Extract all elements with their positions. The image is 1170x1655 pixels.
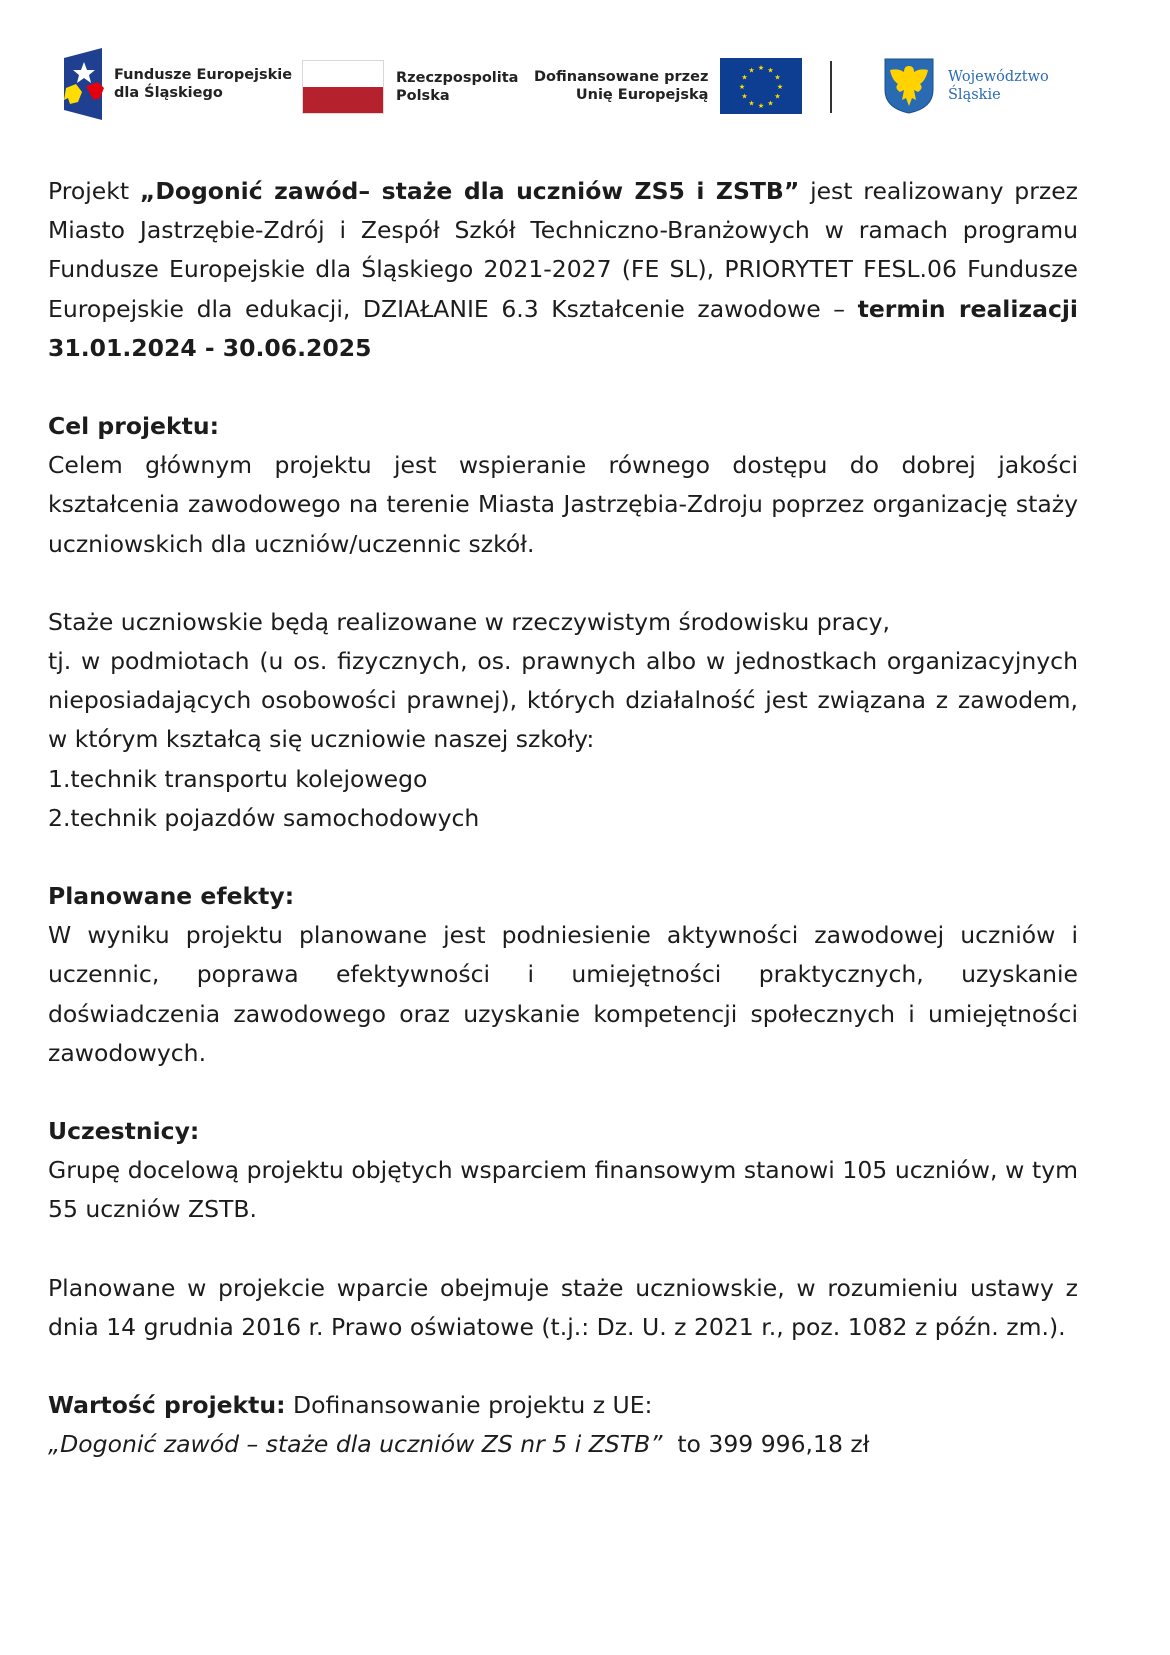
rp-logo-line2: Polska: [396, 88, 450, 104]
svg-text:★: ★: [777, 83, 784, 91]
svg-text:★: ★: [758, 64, 765, 72]
svg-text:★: ★: [767, 99, 775, 108]
rzeczpospolita-polska-logo: [302, 60, 518, 114]
support-text: Planowane w projekcie wparcie obejmuje staże uczniowskie, w rozumieniu ustawy z dnia 14 grudnia 2016 r. Prawo oświatowe (t.j.: Dz. U. z 2021 r., poz. 1082 z późn. zm.).: [48, 1273, 1078, 1341]
fe-logo-line1: Fundusze Europejskie: [114, 67, 293, 83]
logo-divider: [830, 61, 832, 113]
fe-star-icon: [64, 48, 106, 120]
svg-text:★: ★: [748, 99, 756, 108]
project-amount: to 399 996,18 zł: [662, 1430, 870, 1459]
goal-text: Celem głównym projektu jest wspieranie równego dostępu do dobrej jakości kształcenia zawodowego na terenie Miasta Jastrzębia-Zdroju poprzez organizację staży uczniowskich dla uczniów/uczennic szkół.: [48, 451, 1078, 558]
participants-heading: Uczestnicy:: [48, 1117, 200, 1146]
profession-item-2: 2.technik pojazdów samochodowych: [48, 803, 480, 832]
project-value-label: Wartość projektu:: [48, 1391, 286, 1420]
fundusze-europejskie-logo: [64, 48, 292, 120]
svg-text:★: ★: [741, 92, 749, 101]
polish-flag-icon: [302, 60, 384, 114]
effects-text: W wyniku projektu planowane jest podniesienie aktywności zawodowej uczniów i uczennic, poprawa efektywności i umiejętności praktycznych, uzyskanie doświadczenia zawodowego oraz uzyskanie kompetencji społecznych i umiejętności zawodowych.: [48, 921, 1078, 1067]
svg-text:★: ★: [774, 92, 782, 101]
project-value-line: [48, 1425, 1078, 1464]
ws-logo-line2: Śląskie: [948, 87, 1001, 103]
svg-text:★: ★: [748, 66, 756, 75]
svg-text:★: ★: [758, 102, 765, 110]
wojewodztwo-slaskie-logo: [884, 58, 1049, 114]
eu-logo-line1: Dofinansowane przez: [534, 69, 709, 85]
ws-logo-line1: Województwo: [948, 69, 1049, 85]
intro-paragraph: Projekt „Dogonić zawód– staże dla uczniów ZS5 i ZSTB” jest realizowany przez Miasto Jastrzębie-Zdrój i Zespół Szkół Techniczno-Branżowych w ramach programu Fundusze Europejskie dla Śląskiego 2021-2027 (FE SL), PRIORYTET FESL.06 Fundusze Europejskie dla edukacji, DZIAŁANIE 6.3 Kształcenie zawodowe – termin realizacji 31.01.2024 - 30.06.2025: [48, 177, 1078, 362]
eu-logo-line2: Unię Europejską: [575, 87, 709, 103]
svg-text:★: ★: [774, 73, 782, 82]
profession-item-1: 1.technik transportu kolejowego: [48, 764, 428, 793]
fe-logo-line2: dla Śląskiego: [114, 85, 223, 101]
svg-text:★: ★: [741, 73, 749, 82]
svg-text:★: ★: [767, 66, 775, 75]
project-name-italic: „Dogonić zawód – staże dla uczniów ZS nr 5 i ZSTB”: [48, 1430, 663, 1459]
project-title: „Dogonić zawód– staże dla uczniów ZS5 i ZSTB”: [139, 177, 800, 205]
project-document: [48, 172, 1078, 1464]
effects-heading: Planowane efekty:: [48, 882, 295, 911]
eu-cofinanced-logo: [534, 58, 802, 114]
logo-strip: [0, 0, 1170, 150]
internships-text: tj. w podmiotach (u os. fizycznych, os. prawnych albo w jednostkach organizacyjnych nieposiadających osobowości prawnej), których działalność jest związana z zawodem, w którym kształcą się uczniowie naszej szkoły:: [48, 647, 1078, 754]
rp-logo-line1: Rzeczpospolita: [396, 70, 519, 86]
silesian-eagle-shield-icon: [884, 58, 934, 114]
project-value: Wartość projektu: Dofinansowanie projektu z UE:: [48, 1391, 653, 1420]
participants-text: Grupę docelową projektu objętych wsparciem finansowym stanowi 105 uczniów, w tym 55 uczniów ZSTB.: [48, 1156, 1078, 1224]
realization-term: termin realizacji 31.01.2024 - 30.06.2025: [48, 294, 1078, 362]
goal-heading: Cel projektu:: [48, 412, 219, 441]
internships-intro: Staże uczniowskie będą realizowane w rzeczywistym środowisku pracy,: [48, 607, 891, 636]
eu-flag-icon: [720, 58, 802, 114]
svg-text:★: ★: [739, 83, 746, 91]
